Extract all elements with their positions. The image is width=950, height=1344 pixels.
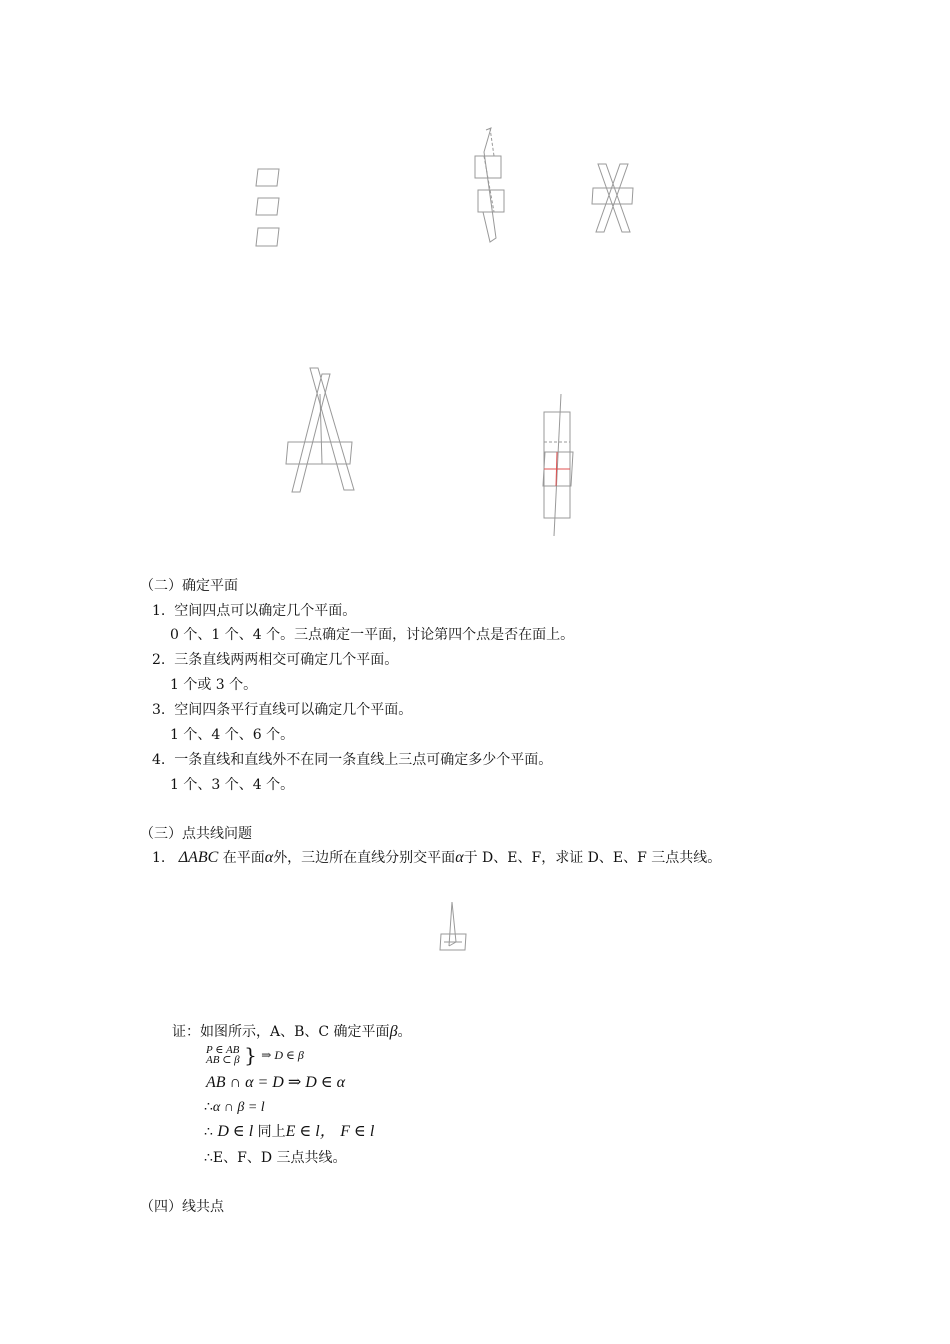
section2-item2-answer: 1 个或 3 个。 [170,677,258,693]
item-question: 空间四条平行直线可以确定几个平面。 [174,702,413,718]
item-question: 空间四点可以确定几个平面。 [174,603,357,619]
proof-brace-block [206,1045,304,1071]
figure-three-parallel-planes [250,164,284,250]
proof-line5-text: E、F、D 三点共线。 [212,1150,347,1166]
figure-two-parallel-one-crossing [470,126,510,244]
figure-three-planes-common-line [588,160,638,238]
item-question: 三条直线两两相交可确定几个平面。 [174,652,399,668]
brace-top: P ∈ AB [206,1044,240,1056]
proof-line4-e: E ∈ l， [285,1123,336,1140]
proof-line4-same: 同上 [257,1124,286,1140]
proof-intro [172,1023,412,1041]
proof-line2 [206,1074,345,1092]
figure-crossing-planes-horizontal [282,364,362,496]
text-part: 于 D、E、F，求证 D、E、F 三点共线。 [463,850,722,866]
figure-vertical-plane-with-line [536,390,580,540]
section2-item4-answer: 1 个、3 个、4 个。 [170,777,295,793]
item-number: 2. [152,652,166,668]
section2-item3-question [152,701,412,719]
section2-heading: （二）确定平面 [140,578,238,594]
therefore-icon: ∴ [204,1124,213,1140]
brace-lines [206,1045,240,1065]
therefore-icon: ∴ [204,1150,213,1166]
proof-line3 [204,1098,265,1117]
item-number: 4. [152,752,166,768]
proof-line5 [204,1149,347,1167]
triangle-abc: ΔABC [178,849,219,866]
item-number: 1. [152,850,166,866]
proof-line3-math: α ∩ β = l [212,1100,265,1115]
item-number: 3. [152,702,166,718]
brace-bottom: AB ⊂ β [206,1054,240,1066]
section3-heading: （三）点共线问题 [140,826,252,842]
section4-heading: （四）线共点 [140,1199,224,1215]
brace-result: ⇒ D ∈ β [261,1048,304,1062]
section2-item1-answer: 0 个、1 个、4 个。三点确定一平面，讨论第四个点是否在面上。 [170,627,575,643]
proof-intro-text: 证：如图所示，A、B、C 确定平面 [172,1024,390,1040]
item-number: 1. [152,603,166,619]
proof-line4-f: F ∈ l [340,1123,375,1140]
proof-line4 [204,1123,374,1141]
therefore-icon: ∴ [204,1099,213,1115]
section2-item4-question [152,751,552,769]
section2-item1-question [152,602,356,620]
proof-line2-math: AB ∩ α = D ⇒ D ∈ α [206,1074,346,1091]
item-question: 一条直线和直线外不在同一条直线上三点可确定多少个平面。 [174,752,553,768]
beta-symbol: β [389,1023,398,1040]
section3-item1 [152,849,721,867]
text-part: 外，三边所在直线分别交平面 [273,850,456,866]
section2-item3-answer: 1 个、4 个、6 个。 [170,727,295,743]
section2-item2-question [152,651,398,669]
right-brace-icon: } [244,1043,257,1067]
figure-triangle-plane [436,898,470,954]
text-part: 在平面 [222,850,265,866]
alpha-symbol: α [455,849,464,866]
proof-intro-end: 。 [397,1024,412,1040]
alpha-symbol: α [264,849,274,866]
proof-line4-d: D ∈ l [217,1123,254,1140]
